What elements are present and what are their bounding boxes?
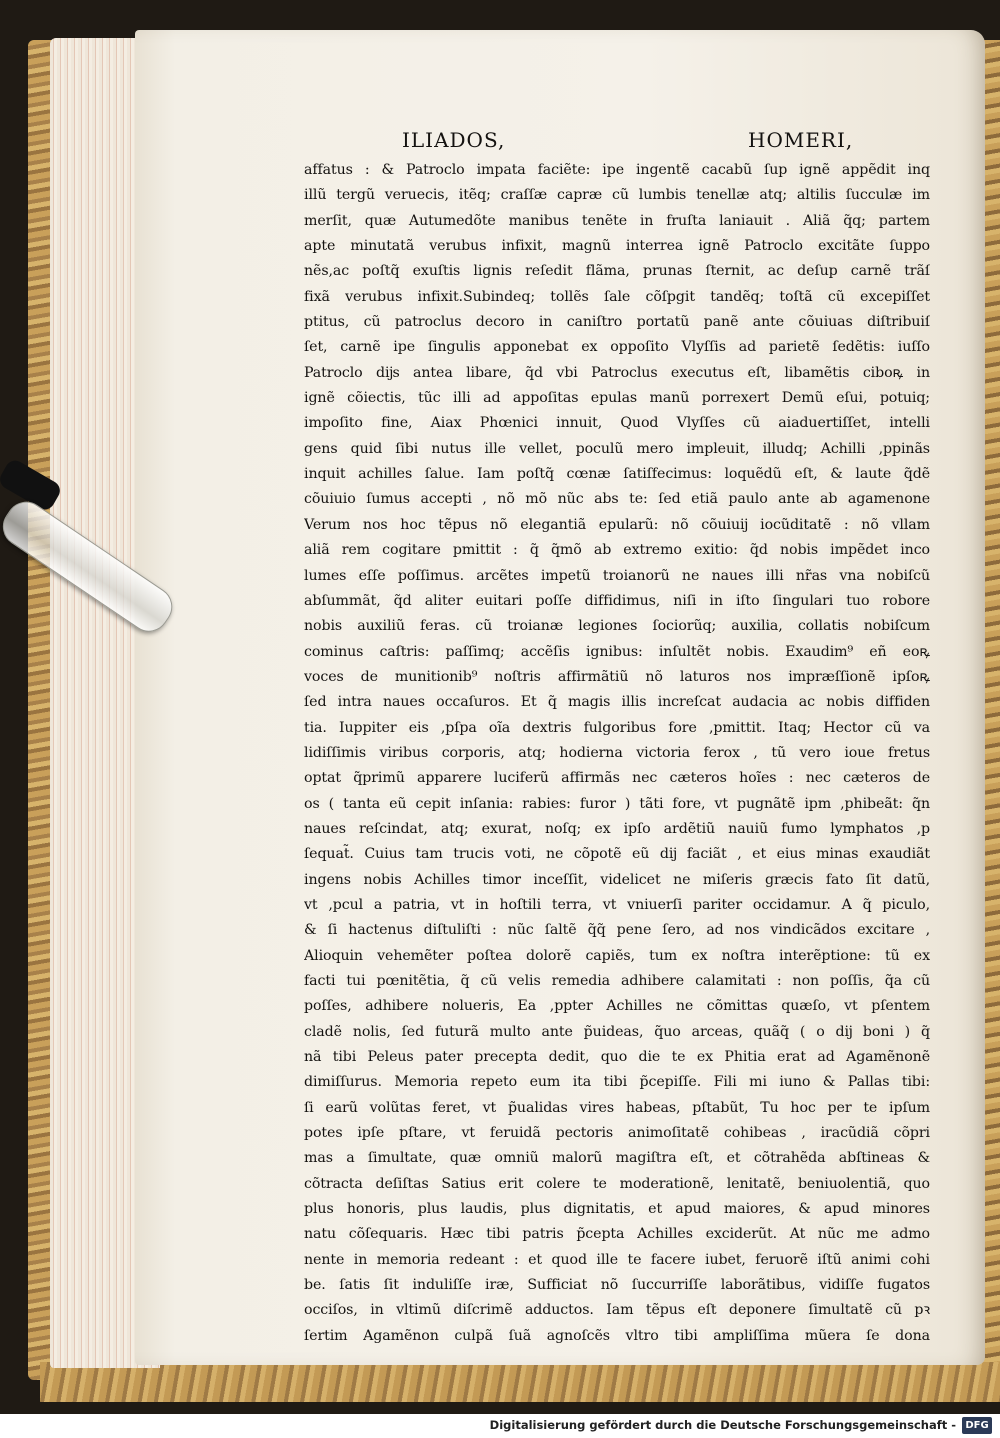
text-line: ſequat̃. Cuius tam trucis voti, ne cõpotẽ eũ dĳ faciãt , et eius minas exaudiãt bbox=[304, 846, 930, 863]
text-line: Alioquin vehemẽter poſtea dolorẽ capiẽs, tum ex noſtra interẽptione: tũ ex bbox=[304, 947, 930, 964]
text-line: vt ,pcul a patria, vt in hoſtili terra, vt vniuerſi pariter occidamur. A q̃ piculo, bbox=[304, 896, 930, 913]
text-line: ignẽ cõiectis, tũc illi ad appoſitas epulas manũ porrexert Demũ eſui, potuiq; bbox=[304, 390, 930, 407]
text-line: Verum nos hoc tẽpus nõ elegantiã epularũ: nõ cõuiuĳ iocũditatẽ : nõ vllam bbox=[304, 516, 930, 533]
text-line: cladẽ nolis, ſed futurã multo ante p̃uideas, q̃uo arceas, quãq̃ ( o dĳ boni ) q̃ bbox=[304, 1023, 930, 1040]
text-line: ſet, carnẽ ipe ſingulis apponebat ex oppoſito Vlyſſis ad parietẽ ſedẽtis: iuſſo bbox=[304, 339, 930, 356]
text-line: apte minutatã verubus infixit, magnũ interrea ignẽ Patroclo excitãte ſuppo bbox=[304, 238, 930, 255]
text-line: Patroclo dĳs antea libare, q̃d vbi Patroclus executus eſt, libamẽtis ciboꝶ in bbox=[304, 364, 930, 381]
text-line: poſſes, adhibere nolueris, Ea ,ppter Achilles ne cõmittas quæſo, vt pſentem bbox=[304, 998, 930, 1015]
text-line: ſi earũ volũtas feret, vt p̃ualidas vires habeas, pſtabũt, Tu hoc per te ipſum bbox=[304, 1099, 930, 1116]
text-line: ingens nobis Achilles timor inceſſit, videlicet ne miſeris græcis fato ſit datũ, bbox=[304, 871, 930, 888]
text-line: merſit, quæ Autumedõte manibus tenẽte in fruſta laniauit . Aliã q̃q; partem bbox=[304, 212, 930, 229]
cover-board-bottom bbox=[40, 1362, 1000, 1402]
text-line: naues reſcindat, atq; exurat, noſq; ex ipſo ardẽtiũ nauiũ fumo lymphatos ,p bbox=[304, 820, 930, 837]
text-line: cominus caſtris: paſſimq; accẽſis ignibus: inſultẽt nobis. Exaudim⁹ eñ eoꝶ bbox=[304, 643, 930, 660]
text-lines bbox=[304, 158, 930, 1349]
text-line: cõtracta deſiſtas Satius erit colere te moderationẽ, lenitatẽ, beniuolentiã, quo bbox=[304, 1175, 930, 1192]
text-line: impoſito fine, Aiax Phœnici innuit, Quod Vlyſſes cũ aiaduertiſſet, intelli bbox=[304, 415, 930, 432]
text-line: optat q̃primũ apparere luciferũ affirmãs nec cæteros hoĩes : nec cæteros de bbox=[304, 770, 930, 787]
text-line: tia. Iuppiter eis ,pſpa oĩa dextris fulgoribus fore ,pmittit. Itaq; Hector cũ va bbox=[304, 719, 930, 736]
text-line: nã tibi Peleus pater precepta dedit, quo die te ex Phitia erat ad Agamẽnonẽ bbox=[304, 1049, 930, 1066]
footer-bar bbox=[0, 1414, 1000, 1438]
text-line: natu cõſequaris. Hæc tibi patris p̃cepta Achilles exciderũt. At nũc me admo bbox=[304, 1226, 930, 1243]
text-line: illũ tergũ veruecis, itẽq; craſſæ capræ cũ lumbis tenellæ atq; altilis ſucculæ im bbox=[304, 187, 930, 204]
text-line: gens quid ſibi nutus ille vellet, poculũ mero impleuit, illudq; Achilli ,ppinãs bbox=[304, 440, 930, 457]
text-line: inquit achilles ſalue. Iam poſtq̃ cœnæ ſatiſfecimus: loquẽdũ eſt, & laute q̃dẽ bbox=[304, 466, 930, 483]
dfg-logo: DFG bbox=[962, 1417, 992, 1434]
text-line: aliã rem cogitare pmittit : q̃ q̃mõ ab extremo exitio: q̃d nobis impẽdet inco bbox=[304, 542, 930, 559]
text-line: lidiſſimis viribus corporis, atq; hodierna victoria ferox , tũ vero ioue fretus bbox=[304, 744, 930, 761]
text-line: os ( tanta eũ cepit inſania: rabies: furor ) tãti fore, vt pugnãtẽ ipm ,phibeãt: q̃n bbox=[304, 795, 930, 812]
text-line: be. ſatis ſit induliſſe iræ, Sufficiat nõ ſuccurriſſe laborãtibus, vidiſſe fugatos bbox=[304, 1277, 930, 1294]
text-line: facti tui pœnitẽtia, q̃ cũ velis remedia adhibere calamitati : non poſſis, q̃a cũ bbox=[304, 973, 930, 989]
text-line: ſed intra naues occaſuros. Et q̃ magis illis increſcat audacia ac nobis diffiden bbox=[304, 694, 930, 711]
text-line: ptitus, cũ patroclus decoro in caniſtro portatũ panẽ ante cõuiuas diſtribuiſ bbox=[304, 314, 930, 331]
text-line: mas a ſimultate, quæ omniũ malorũ magiſtra eſt, et cõtrahẽda abſtineas & bbox=[304, 1150, 930, 1167]
text-line: nobis auxiliũ feras. cũ troianæ legiones ſociorũq; auxilia, collatis nobiſcum bbox=[304, 618, 930, 635]
funding-credit: Digitalisierung gefördert durch die Deutsche Forschungsgemeinschaft - bbox=[489, 1418, 956, 1432]
text-line: plus honoris, plus laudis, plus dignitatis, et apud maiores, & apud minores bbox=[304, 1201, 930, 1218]
text-line: nente in memoria redeant : et quod ille te facere iubet, feruorẽ iſtũ animi cohi bbox=[304, 1251, 930, 1268]
text-line: nẽs,ac poſtq̃ exuſtis lignis reſedit flãma, prunas ſternit, ac deſup carnẽ trãſ bbox=[304, 263, 930, 280]
text-line: abſummãt, q̃d aliter euitari poſſe diffidimus, niſi in iſto ſingulari tuo robore bbox=[304, 592, 930, 609]
running-header bbox=[304, 128, 930, 158]
text-line: voces de munitionib⁹ noſtris affirmãtiũ nõ laturos nos impræſſionẽ ipſoꝶ bbox=[304, 668, 930, 685]
text-line: cõuiuio ſumus accepti , nõ mõ nũc abs te: ſed etiã paulo ante ab agamenone bbox=[304, 491, 930, 508]
text-line: & ſi hactenus diſtuliſti : nũc ſaltẽ q̃q̃ pene ſero, ad nos vindicãdos excitare , bbox=[304, 922, 930, 939]
text-line: affatus : & Patroclo impata faciẽte: ipe ingentẽ cacabũ ſup ignẽ appẽdit inq bbox=[304, 162, 930, 178]
text-line: ſertim Agamẽnon culpã ſuã agnoſcẽs vltro tibi ampliſſima mũera ſe dona bbox=[304, 1327, 930, 1344]
text-line: potes ipſe pſtare, vt feruidã pectoris animoſitatẽ cohibeas , iracũdiã cõpri bbox=[304, 1125, 930, 1142]
text-line: fixã verubus infixit.Subindeq; tollẽs ſale cõſpgit tandẽq; toſtã cũ excepiſſet bbox=[304, 288, 930, 305]
header-right: HOMERI, bbox=[748, 128, 854, 152]
page-text bbox=[304, 128, 930, 1349]
text-line: dimiſſurus. Memoria repeto eum ita tibi p̃cepiſſe. Fili mi iuno & Pallas tibi: bbox=[304, 1074, 930, 1091]
header-left: ILIADOS, bbox=[402, 128, 506, 152]
text-line: lumes eſſe poſſimus. arcẽtes impetũ troianorũ ne naues illi nr̃as vna nobiſcũ bbox=[304, 567, 930, 584]
text-line: occiſos, in vltimũ diſcrimẽ adductos. Iam tẽpus eſt deponere ſimultatẽ cũ pꝛ bbox=[304, 1302, 930, 1319]
